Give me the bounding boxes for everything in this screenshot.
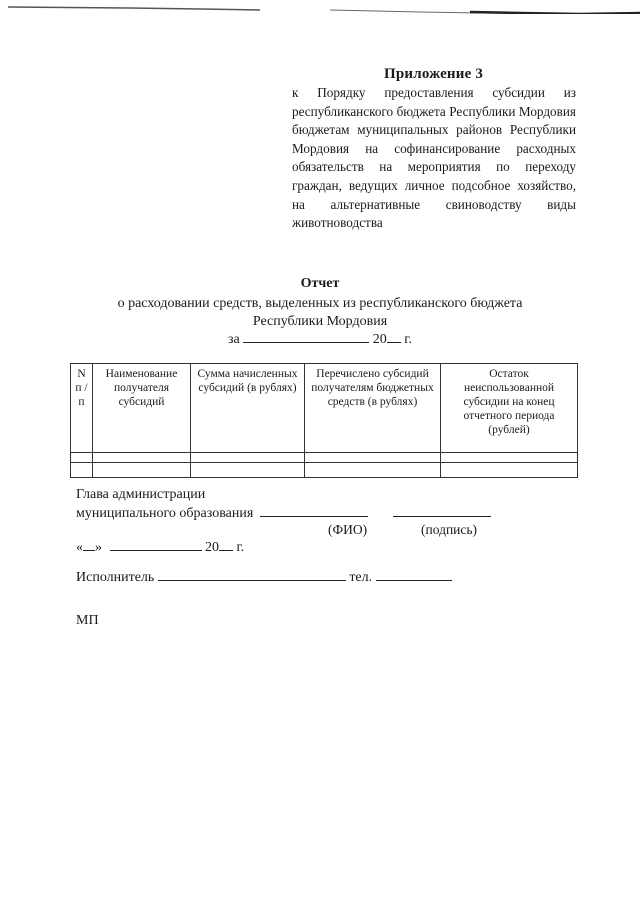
table-row — [71, 463, 578, 478]
table-cell — [93, 453, 191, 463]
date-day-blank — [83, 538, 95, 551]
signature-caption: (подпись) — [421, 522, 478, 537]
period-blank — [243, 330, 369, 343]
table-cell — [305, 463, 441, 478]
report-table — [70, 363, 578, 478]
date-quote-close: » — [95, 540, 102, 555]
date-suffix: г. — [236, 540, 245, 555]
date-line — [76, 538, 244, 557]
fio-blank — [260, 504, 368, 517]
report-subtitle-line1: о расходовании средств, выделенных из республиканского бюджета — [117, 296, 523, 311]
report-subtitle — [60, 295, 580, 331]
date-year-blank — [219, 538, 233, 551]
table-cell — [71, 453, 93, 463]
period-year: 20 — [372, 332, 387, 347]
appendix-text: к Порядку предоставления субсидии из республиканского бюджета Республики Мордовия бюджетам муниципальных районов Республики Мордовия на софинансирование расходных обязательств на мероприятия по переходу граждан, ведущих личное подсобное хозяйство, на альтернативные свиноводству виды животноводства — [292, 85, 576, 231]
report-title: Отчет — [300, 276, 340, 291]
stamp-place: МП — [76, 613, 99, 628]
table-row — [71, 453, 578, 463]
table-cell — [93, 463, 191, 478]
fio-caption: (ФИО) — [328, 522, 368, 537]
head-title-line2 — [76, 504, 491, 523]
table-cell — [441, 463, 578, 478]
report-subtitle-line2: Республики Мордовия — [252, 314, 388, 329]
executor-label: Исполнитель — [76, 570, 155, 585]
col-header-recipient: Наименование получателя субсидий — [93, 364, 191, 453]
scan-edge-artifact — [0, 4, 640, 14]
table-header-row — [71, 364, 578, 453]
head-title-line1: Глава администрации — [76, 487, 206, 502]
table-cell — [191, 463, 305, 478]
report-period — [0, 330, 640, 348]
head-title-line2-text: муниципального образования — [76, 506, 254, 521]
appendix-title: Приложение 3 — [384, 66, 484, 82]
table-cell — [305, 453, 441, 463]
col-header-remainder: Остаток неиспользованной субсидии на конец отчетного периода (рублей) — [441, 364, 578, 453]
table-cell — [191, 453, 305, 463]
phone-label: тел. — [349, 570, 373, 585]
date-quote-open: « — [76, 540, 83, 555]
date-year: 20 — [205, 540, 219, 555]
period-suffix: г. — [404, 332, 412, 347]
period-year-blank — [387, 330, 401, 343]
col-header-number: N п / п — [71, 364, 93, 453]
signature-blank — [393, 504, 491, 517]
table-cell — [441, 453, 578, 463]
executor-blank — [158, 568, 346, 581]
col-header-transferred: Перечислено субсидий получателям бюджетных средств (в рублях) — [305, 364, 441, 453]
phone-blank — [376, 568, 452, 581]
table-cell — [71, 463, 93, 478]
date-month-blank — [110, 538, 202, 551]
period-prefix: за — [228, 332, 240, 347]
col-header-accrued: Сумма начисленных субсидий (в рублях) — [191, 364, 305, 453]
executor-line — [76, 568, 452, 587]
